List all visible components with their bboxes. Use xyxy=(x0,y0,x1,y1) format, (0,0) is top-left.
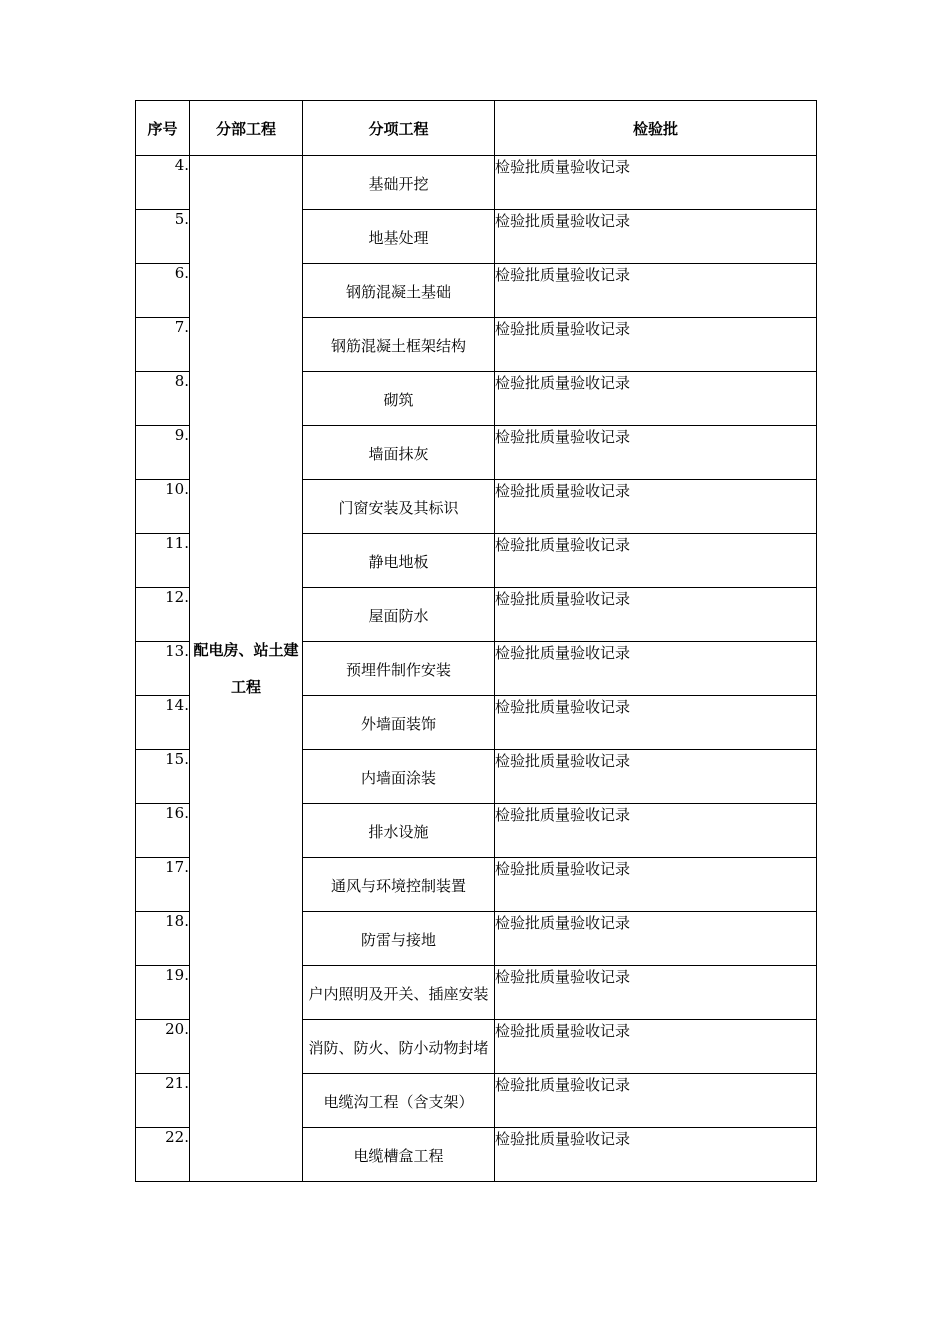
row-seq: 9. xyxy=(136,426,190,480)
row-subitem xyxy=(303,912,495,966)
row-seq: 4. xyxy=(136,156,190,210)
row-subitem-text: 地基处理 xyxy=(368,229,429,247)
row-batch: 检验批质量验收记录 xyxy=(495,156,817,210)
row-seq: 17. xyxy=(136,858,190,912)
row-seq: 18. xyxy=(136,912,190,966)
division-cell: 配电房、站土建工程 xyxy=(190,156,303,1182)
row-subitem-text: 门窗安装及其标识 xyxy=(338,499,459,517)
row-subitem-text: 基础开挖 xyxy=(368,175,429,193)
row-subitem-text: 预埋件制作安装 xyxy=(345,661,451,679)
row-seq: 19. xyxy=(136,966,190,1020)
row-subitem-text: 钢筋混凝土框架结构 xyxy=(330,337,466,355)
table-row xyxy=(136,156,817,210)
row-subitem-text: 砌筑 xyxy=(383,391,414,409)
header-row xyxy=(136,101,817,156)
row-seq: 12. xyxy=(136,588,190,642)
header-division: 分部工程 xyxy=(190,101,303,156)
row-seq: 8. xyxy=(136,372,190,426)
row-batch: 检验批质量验收记录 xyxy=(495,1020,817,1074)
row-subitem xyxy=(303,750,495,804)
row-subitem xyxy=(303,156,495,210)
row-seq: 20. xyxy=(136,1020,190,1074)
row-subitem xyxy=(303,696,495,750)
header-batch: 检验批 xyxy=(495,101,817,156)
row-subitem-text: 消防、防火、防小动物封堵 xyxy=(308,1039,489,1057)
row-batch: 检验批质量验收记录 xyxy=(495,750,817,804)
row-subitem-text: 电缆沟工程（含支架） xyxy=(323,1093,474,1111)
row-subitem-text: 屋面防水 xyxy=(368,607,429,625)
row-seq: 15. xyxy=(136,750,190,804)
row-subitem-text: 户内照明及开关、插座安装 xyxy=(308,985,489,1003)
row-subitem xyxy=(303,858,495,912)
row-seq: 5. xyxy=(136,210,190,264)
row-seq: 6. xyxy=(136,264,190,318)
row-subitem-text: 内墙面涂装 xyxy=(360,769,436,787)
row-batch: 检验批质量验收记录 xyxy=(495,480,817,534)
header-subitem: 分项工程 xyxy=(303,101,495,156)
row-batch: 检验批质量验收记录 xyxy=(495,534,817,588)
row-batch: 检验批质量验收记录 xyxy=(495,372,817,426)
row-subitem xyxy=(303,1020,495,1074)
row-batch: 检验批质量验收记录 xyxy=(495,1128,817,1182)
row-subitem-text: 墙面抹灰 xyxy=(368,445,429,463)
header-seq: 序号 xyxy=(136,101,190,156)
row-subitem xyxy=(303,1128,495,1182)
row-batch: 检验批质量验收记录 xyxy=(495,426,817,480)
row-subitem xyxy=(303,264,495,318)
row-seq: 13. xyxy=(136,642,190,696)
row-batch: 检验批质量验收记录 xyxy=(495,588,817,642)
row-subitem xyxy=(303,642,495,696)
table-body xyxy=(136,156,817,1182)
row-seq: 22. xyxy=(136,1128,190,1182)
row-subitem-text: 静电地板 xyxy=(368,553,429,571)
row-batch: 检验批质量验收记录 xyxy=(495,264,817,318)
row-subitem-text: 通风与环境控制装置 xyxy=(330,877,466,895)
row-batch: 检验批质量验收记录 xyxy=(495,318,817,372)
row-subitem xyxy=(303,318,495,372)
row-batch: 检验批质量验收记录 xyxy=(495,966,817,1020)
row-batch: 检验批质量验收记录 xyxy=(495,1074,817,1128)
row-subitem xyxy=(303,480,495,534)
row-batch: 检验批质量验收记录 xyxy=(495,642,817,696)
row-batch: 检验批质量验收记录 xyxy=(495,696,817,750)
row-subitem xyxy=(303,372,495,426)
row-subitem-text: 电缆槽盒工程 xyxy=(353,1147,444,1165)
row-subitem xyxy=(303,210,495,264)
row-subitem xyxy=(303,426,495,480)
row-seq: 10. xyxy=(136,480,190,534)
row-subitem xyxy=(303,1074,495,1128)
inspection-table xyxy=(135,100,817,1182)
row-batch: 检验批质量验收记录 xyxy=(495,912,817,966)
row-subitem xyxy=(303,534,495,588)
row-batch: 检验批质量验收记录 xyxy=(495,804,817,858)
row-seq: 21. xyxy=(136,1074,190,1128)
row-subitem-text: 钢筋混凝土基础 xyxy=(345,283,451,301)
row-batch: 检验批质量验收记录 xyxy=(495,858,817,912)
row-seq: 11. xyxy=(136,534,190,588)
row-subitem xyxy=(303,588,495,642)
row-seq: 14. xyxy=(136,696,190,750)
row-batch: 检验批质量验收记录 xyxy=(495,210,817,264)
row-subitem-text: 外墙面装饰 xyxy=(360,715,436,733)
row-subitem xyxy=(303,804,495,858)
row-subitem-text: 排水设施 xyxy=(368,823,429,841)
row-seq: 16. xyxy=(136,804,190,858)
row-subitem xyxy=(303,966,495,1020)
row-subitem-text: 防雷与接地 xyxy=(360,931,436,949)
row-seq: 7. xyxy=(136,318,190,372)
